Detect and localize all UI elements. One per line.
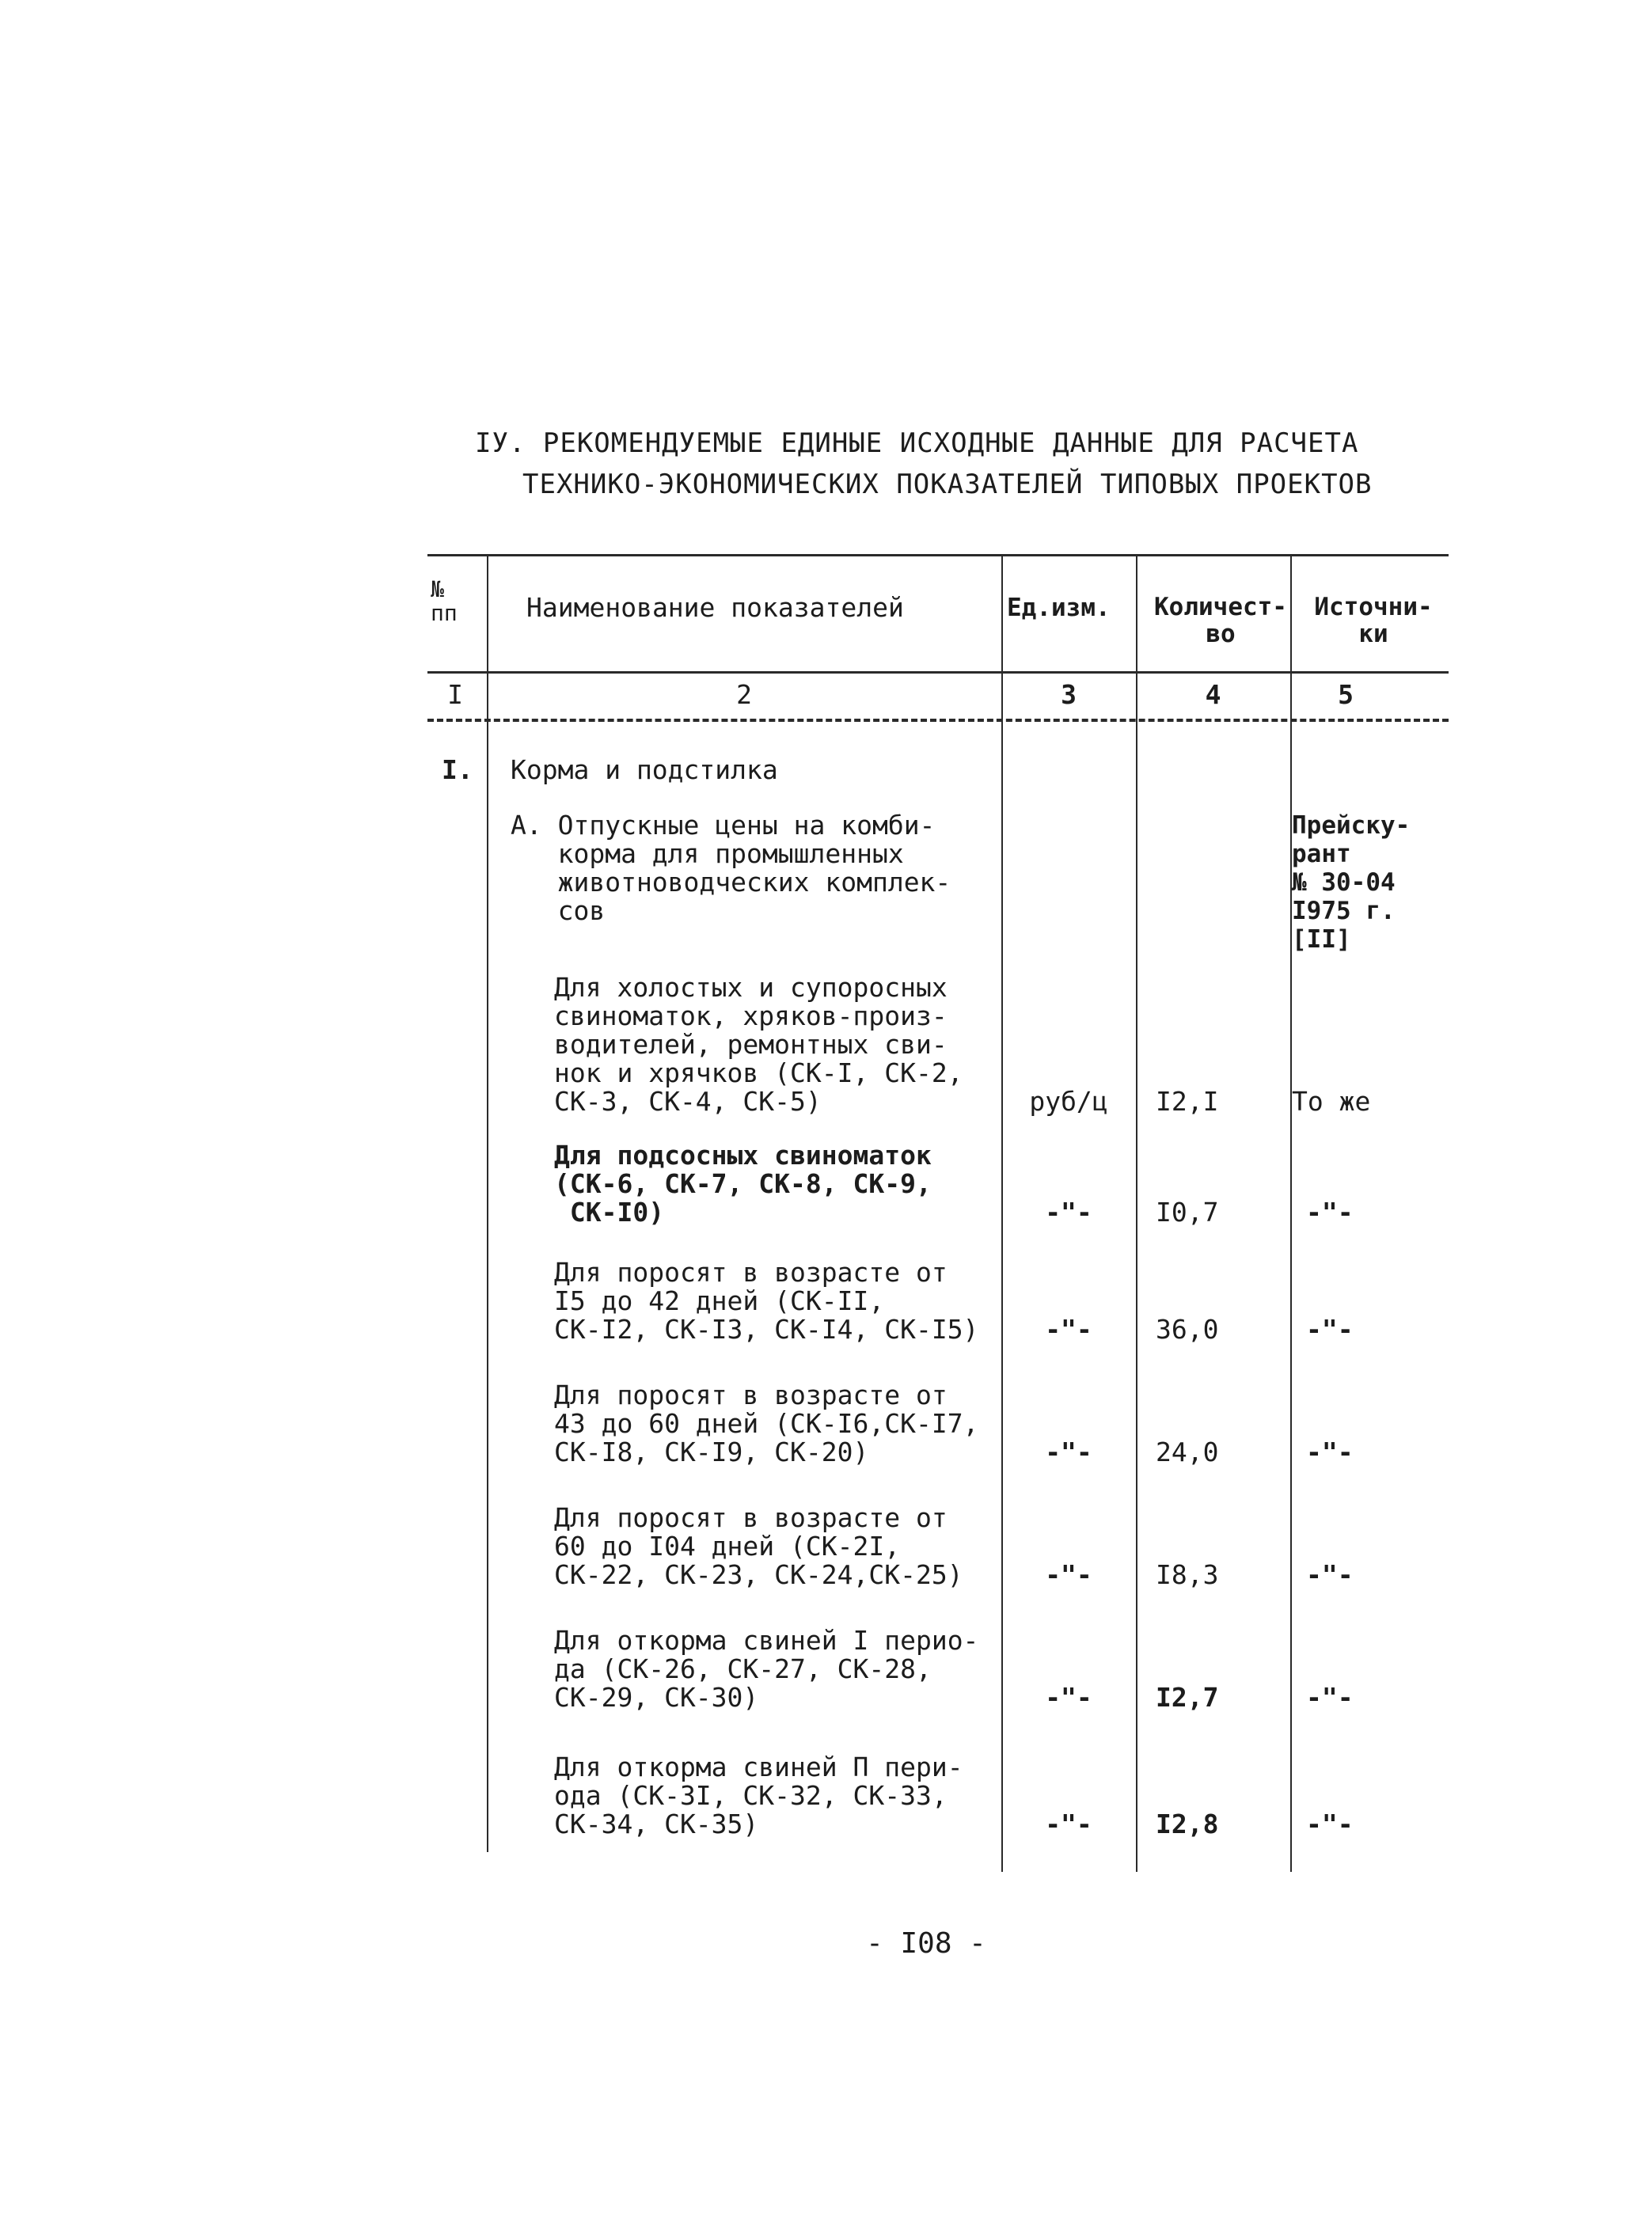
row-2-source: -"-	[1306, 1197, 1354, 1228]
colnum-4: 4	[1205, 679, 1221, 710]
row-2-qty: I0,7	[1156, 1197, 1219, 1228]
row-6-qty: I2,7	[1156, 1682, 1219, 1713]
table-colnum-rule	[427, 719, 1449, 722]
document-title-line-2: ТЕХНИКО-ЭКОНОМИЧЕСКИХ ПОКАЗАТЕЛЕЙ ТИПОВЫХ ПРОЕКТОВ	[522, 469, 1373, 500]
subsection-text: А. Отпускные цены на комби- корма для промышленных животноводческих комплек- сов	[511, 810, 951, 926]
header-number: № пп	[431, 576, 458, 626]
subsection-source: Прейску- рант № 30-04 I975 г. [II]	[1292, 811, 1411, 954]
row-3-unit: -"-	[1045, 1314, 1092, 1345]
section-title: Корма и подстилка	[511, 754, 778, 785]
col-divider-4	[1290, 554, 1292, 1872]
header-source: Источни- ки	[1314, 593, 1433, 648]
row-7-name: Для откорма свиней П пери- ода (СК-3I, СК-32, СК-33, СК-34, СК-35)	[554, 1752, 963, 1839]
row-1-source: То же	[1292, 1086, 1371, 1117]
row-5-qty: I8,3	[1156, 1559, 1219, 1590]
colnum-3: 3	[1061, 679, 1077, 710]
row-4-qty: 24,0	[1156, 1437, 1219, 1467]
colnum-5: 5	[1338, 679, 1354, 710]
row-4-source: -"-	[1306, 1437, 1354, 1467]
row-5-name: Для поросят в возрасте от 60 до I04 дней (СК-2I, СК-22, СК-23, СК-24,СК-25)	[554, 1502, 963, 1590]
table-header-rule	[427, 671, 1449, 674]
row-6-name: Для откорма свиней I перио- да (СК-26, СК-27, СК-28, СК-29, СК-30)	[554, 1625, 979, 1713]
row-7-source: -"-	[1306, 1809, 1354, 1839]
row-3-qty: 36,0	[1156, 1314, 1219, 1345]
row-4-name: Для поросят в возрасте от 43 до 60 дней (СК-I6,СК-I7, СК-I8, СК-I9, СК-20)	[554, 1380, 979, 1467]
data-table	[420, 554, 1456, 1900]
colnum-1: I	[447, 679, 463, 710]
row-1-name: Для холостых и супоросных свиноматок, хряков-произ- водителей, ремонтных сви- нок и хрячков (СК-I, СК-2, СК-3, СК-4, СК-5)	[554, 972, 963, 1117]
col-divider-3	[1136, 554, 1137, 1872]
row-7-unit: -"-	[1045, 1809, 1092, 1839]
row-1-unit: руб/ц	[1029, 1086, 1108, 1117]
header-unit: Ед.изм.	[1007, 594, 1111, 622]
header-quantity: Количест- во	[1154, 593, 1287, 648]
row-4-unit: -"-	[1045, 1437, 1092, 1467]
document-title-line-1: IУ. РЕКОМЕНДУЕМЫЕ ЕДИНЫЕ ИСХОДНЫЕ ДАННЫЕ ДЛЯ РАСЧЕТА	[475, 427, 1359, 459]
row-2-name: Для подсосных свиноматок (СК-6, СК-7, СК-8, СК-9, СК-I0)	[554, 1140, 932, 1228]
page-number: - I08 -	[866, 1927, 986, 1960]
header-name: Наименование показателей	[526, 592, 904, 623]
row-1-qty: I2,I	[1156, 1086, 1219, 1117]
row-6-unit: -"-	[1045, 1682, 1092, 1713]
row-3-name: Для поросят в возрасте от I5 до 42 дней (СК-II, СК-I2, СК-I3, СК-I4, СК-I5)	[554, 1257, 979, 1345]
row-5-source: -"-	[1306, 1559, 1354, 1590]
col-divider-1	[487, 554, 488, 1852]
row-7-qty: I2,8	[1156, 1809, 1219, 1839]
table-top-rule	[427, 554, 1449, 556]
row-5-unit: -"-	[1045, 1559, 1092, 1590]
colnum-2: 2	[736, 679, 752, 710]
row-6-source: -"-	[1306, 1682, 1354, 1713]
row-2-unit: -"-	[1045, 1197, 1092, 1228]
row-3-source: -"-	[1306, 1314, 1354, 1345]
section-number: I.	[442, 754, 473, 785]
